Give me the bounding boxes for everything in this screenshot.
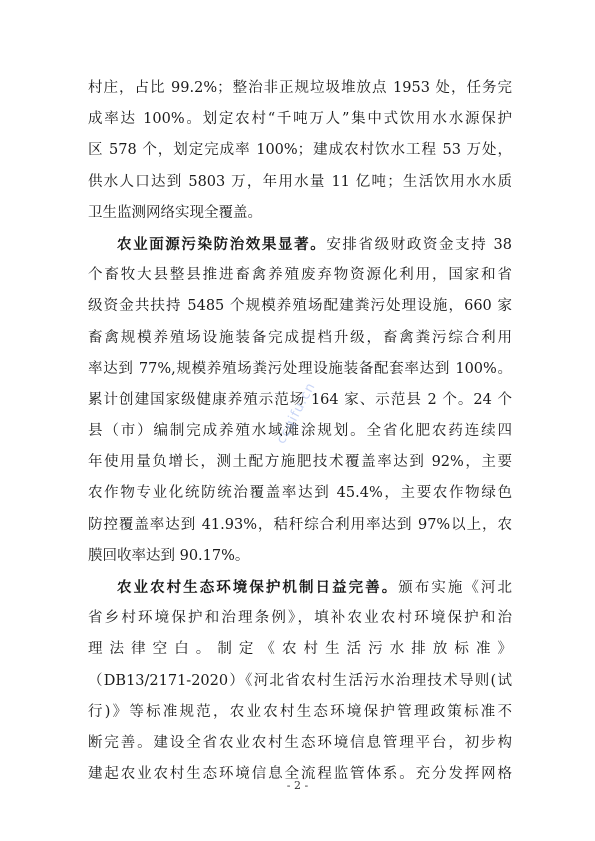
- text-line: 防控覆盖率达到 41.93%，秸秆综合利用率达到 97%以上，农: [88, 516, 512, 533]
- text-line: 理法律空白。制定《农村生活污水排放标准》: [88, 641, 512, 658]
- text-line: 卫生监测网络实现全覆盖。: [88, 204, 262, 221]
- paragraph-text: 颁布实施《河北: [398, 580, 513, 596]
- paragraph-heading: 农业农村生态环境保护机制日益完善。: [117, 579, 399, 596]
- paragraph-first-line: [88, 572, 512, 603]
- text-line: 省乡村环境保护和治理条例》，填补农业农村环境保护和治: [88, 610, 512, 627]
- watermark: ccqifu.cn: [273, 379, 319, 447]
- text-line: 区 578 个，划定完成率 100%；建成农村饮水工程 53 万处，: [88, 142, 512, 159]
- paragraph-text: 安排省级财政资金支持 38: [326, 236, 513, 253]
- text-line: 断完善。建设全省农业农村生态环境信息管理平台，初步构: [88, 734, 512, 751]
- text-line: 率达到 77%,规模养殖场粪污处理设施装备配套率达到 100%。: [88, 360, 512, 377]
- text-line: 膜回收率达到 90.17%。: [88, 547, 250, 564]
- text-line: 农作物专业化统防统治覆盖率达到 45.4%，主要农作物绿色: [88, 485, 512, 502]
- text-line: 成率达 100%。划定农村“千吨万人”集中式饮用水水源保护: [88, 111, 512, 128]
- paragraph-first-line: [88, 229, 512, 260]
- text-line: 累计创建国家级健康养殖示范场 164 家、示范县 2 个。24 个: [88, 391, 512, 408]
- text-line: 个畜牧大县整县推进畜禽养殖废弃物资源化利用，国家和省: [88, 267, 512, 284]
- paragraph-heading: 农业面源污染防治效果显著。: [117, 235, 327, 253]
- text-line: 年使用量负增长，测土配方施肥技术覆盖率达到 92%，主要: [88, 454, 512, 471]
- text-line: 行)》等标准规范，农业农村生态环境保护管理政策标准不: [88, 703, 512, 720]
- text-line: 畜禽规模养殖场设施装备完成提档升级，畜禽粪污综合利用: [88, 329, 512, 346]
- text-line: 县（市）编制完成养殖水域滩涂规划。全省化肥农药连续四: [88, 423, 512, 440]
- text-line: （DB13/2171-2020）《河北省农村生活污水治理技术导则(试: [88, 672, 512, 689]
- text-line: 级资金共扶持 5485 个规模养殖场配建粪污处理设施，660 家: [88, 298, 512, 315]
- text-line: 村庄，占比 99.2%；整治非正规垃圾堆放点 1953 处，任务完: [88, 80, 512, 96]
- text-line: 建起农业农村生态环境信息全流程监管体系。充分发挥网格: [88, 766, 512, 783]
- page-number: - 2 -: [286, 779, 309, 792]
- text-line: 供水人口达到 5803 万，年用水量 11 亿吨；生活饮用水水质: [88, 173, 512, 190]
